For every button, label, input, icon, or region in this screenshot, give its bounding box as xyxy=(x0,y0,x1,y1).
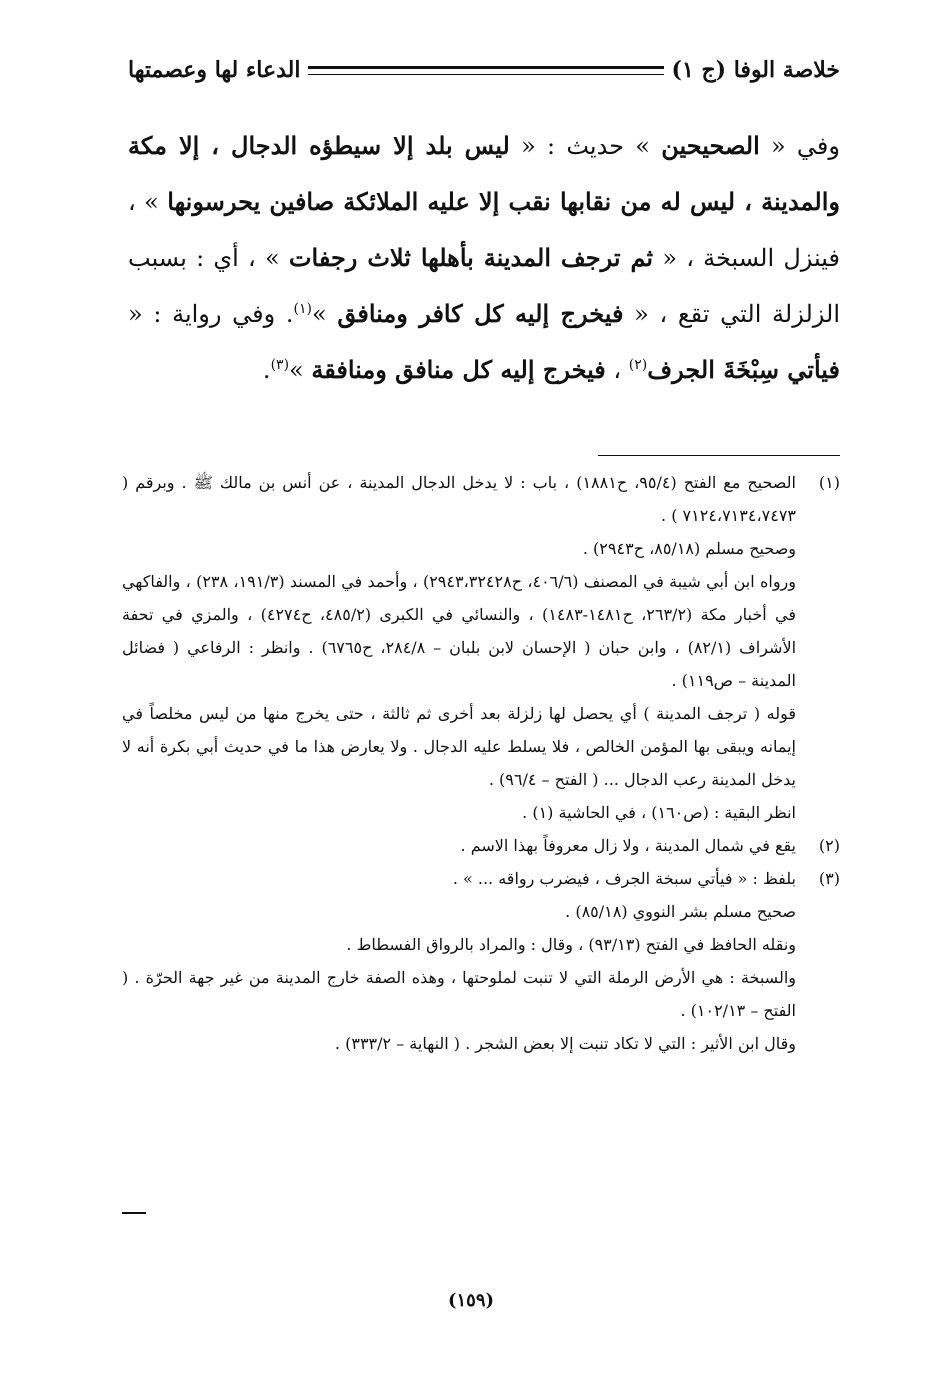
continuation-dash xyxy=(122,1212,146,1214)
footnote-text: ونقله الحافظ في الفتح (٩٣/١٣) ، وقال : والمراد بالرواق الفسطاط . xyxy=(346,935,796,954)
hadith-quote: ليس بلد إلا سيطؤه الدجال ، إلا مكة والمدينة ، ليس له من نقابها نقب إلا عليه الملائكة صافين يحرسونها xyxy=(128,131,840,216)
running-header xyxy=(128,52,840,88)
footnote-text: قوله ( ترجف المدينة ) أي يحصل لها زلزلة بعد أخرى ثم ثالثة ، حتى يخرج منها من ليس مخلصاً في إيمانه ويبقى بها المؤمن الخالص ، فلا يسلط عليه الدجال . ولا يعارض هذا ما في حديث أبي بكرة أنه لا يدخل المدينة رعب الدجال ... ( الفتح – ٩٦/٤) . xyxy=(122,704,796,789)
hadith-quote: فيخرج إليه كل منافق ومنافقة xyxy=(311,355,606,384)
footnote-number: (٢) xyxy=(818,836,840,855)
footnote-text: يقع في شمال المدينة ، ولا زال معروفاً بهذا الاسم . xyxy=(460,836,796,855)
hadith-quote: فيأتي سِبْخَةَ الجرف xyxy=(647,355,840,384)
footnote-text: بلفظ : « فيأتي سبخة الجرف ، فيضرب رواقه ... » . xyxy=(452,869,796,888)
page-number: (١٥٩) xyxy=(447,1290,495,1311)
footnote-text: ورواه ابن أبي شيبة في المصنف (٤٠٦/٦، ح٢٩٤٣،٣٢٤٢٨) ، وأحمد في المسند (١٩١/٣، ٢٣٨) ، والفاكهي في أخبار مكة (٢٦٣/٢، ح١٤٨١-١٤٨٣) ، والنسائي في الكبرى (٤٨٥/٢، ح٤٢٧٤) ، والمزي في تحفة الأشراف (٨٢/١) ، وابن حبان ( الإحسان لابن بلبان – ٢٨٤/٨، ح٦٧٦٥) . وانظر : الرفاعي ( فضائل المدينة – ص١١٩) . xyxy=(122,572,797,690)
main-text xyxy=(128,118,840,398)
header-chapter-title: الدعاء لها وعصمتها xyxy=(128,57,301,83)
main-text-segment: وفي « xyxy=(759,132,840,160)
footnote-ref[interactable]: (٢) xyxy=(628,357,648,373)
main-text-segment: » حديث : « xyxy=(509,132,662,160)
footnotes xyxy=(122,466,840,1060)
footnote-number: (٣) xyxy=(818,869,840,888)
header-book-title: خلاصة الوفا (ج ١) xyxy=(671,57,840,83)
main-text-segment: » ، فينزل السبخة ، « xyxy=(128,188,840,272)
main-text-segment: » xyxy=(311,300,338,328)
header-rule xyxy=(308,66,663,75)
footnote-text: وقال ابن الأثير : التي لا تكاد تنبت إلا بعض الشجر . ( النهاية – ٣٣٣/٢) . xyxy=(334,1034,796,1053)
main-text-segment: » xyxy=(289,356,312,384)
footnote-2 xyxy=(122,829,840,862)
main-text-segment: » ، أي : بسبب الزلزلة التي تقع ، « xyxy=(128,244,841,328)
footnote-text: الصحيح مع الفتح (٩٥/٤، ح١٨٨١) ، باب : لا يدخل الدجال المدينة ، عن أنس بن مالك ﷺ . وبرقم ( ٧١٢٤،٧١٣٤،٧٤٧٣ ) . xyxy=(122,473,796,525)
footnote-text: وصحيح مسلم (٨٥/١٨، ح٢٩٤٣) . xyxy=(582,539,796,558)
footnote-separator xyxy=(598,455,840,456)
footnote-number: (١) xyxy=(818,473,840,492)
footnote-text: والسبخة : هي الأرض الرملة التي لا تنبت لملوحتها ، وهذه الصفة خارج المدينة من غير جهة الحرّة . ( الفتح – ١٠٢/١٣) . xyxy=(122,968,796,1020)
footnote-ref[interactable]: (٣) xyxy=(270,357,290,373)
main-text-segment: . xyxy=(262,356,271,384)
footnote-text: صحيح مسلم بشر النووي (٨٥/١٨) . xyxy=(565,902,796,921)
main-text-segment: . وفي رواية : « xyxy=(128,300,294,328)
hadith-quote: فيخرج إليه كل كافر ومنافق xyxy=(337,299,624,328)
main-text-segment: ، xyxy=(605,356,629,384)
footnote-text: انظر البقية : (ص١٦٠) ، في الحاشية (١) . xyxy=(522,803,796,822)
source-name: الصحيحين xyxy=(661,131,760,160)
footnote-1 xyxy=(122,466,840,532)
hadith-quote: ثم ترجف المدينة بأهلها ثلاث رجفات xyxy=(288,243,654,272)
footnote-3 xyxy=(122,862,840,895)
footnote-ref[interactable]: (١) xyxy=(293,301,312,317)
